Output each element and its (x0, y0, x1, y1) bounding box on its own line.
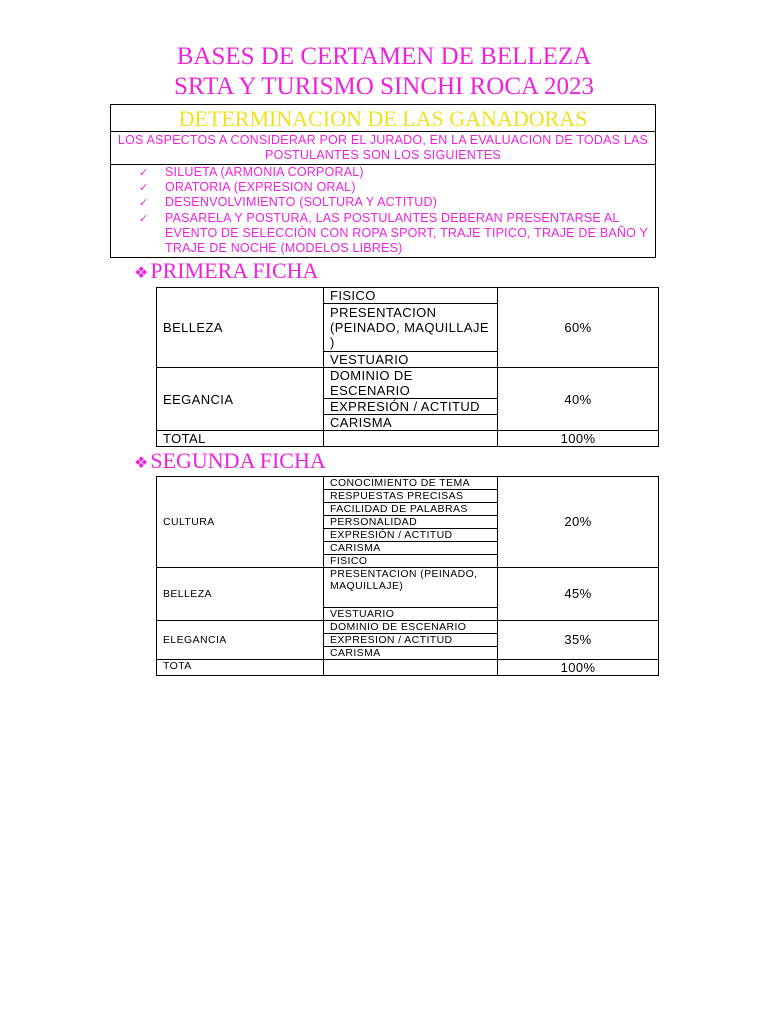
item-cell: PERSONALIDAD (324, 516, 498, 529)
criteria-text: ORATORIA (EXPRESION ORAL) (165, 180, 356, 195)
total-label-cell: TOTA (157, 660, 324, 676)
item-cell: FISICO (324, 288, 498, 304)
percent-cell: 35% (498, 621, 659, 660)
criteria-item (137, 195, 652, 210)
percent-cell: 45% (498, 568, 659, 621)
table-row (157, 660, 659, 676)
percent-cell: 20% (498, 477, 659, 568)
section-segunda-ficha (134, 448, 326, 476)
section-primera-ficha (134, 258, 318, 286)
item-cell: DOMINIO DE ESCENARIO (324, 368, 498, 399)
empty-cell (324, 660, 498, 676)
category-cell: EEGANCIA (157, 368, 324, 431)
check-icon: ✓ (139, 166, 149, 179)
total-label-cell: TOTAL (157, 431, 324, 447)
primera-ficha-table (156, 287, 659, 447)
check-icon: ✓ (139, 196, 149, 210)
item-cell: FACILIDAD DE PALABRAS (324, 503, 498, 516)
item-cell: VESTUARIO (324, 352, 498, 368)
item-cell: EXPRESIÓN / ACTITUD (324, 529, 498, 542)
criteria-box (110, 164, 656, 258)
item-cell: PRESENTACION (PEINADO, MAQUILLAJE) (324, 568, 498, 608)
table-row (157, 621, 659, 634)
item-cell: CARISMA (324, 415, 498, 431)
intro-text: LOS ASPECTOS A CONSIDERAR POR EL JURADO, EN LA EVALUACION DE TODAS LAS POSTULANTES SON LOS SIGUIENTES (117, 133, 649, 162)
title-line-2: SRTA Y TURISMO SINCHI ROCA 2023 (174, 73, 594, 100)
criteria-list (137, 165, 652, 256)
header-box (110, 104, 656, 132)
item-cell: EXPRESION / ACTITUD (324, 634, 498, 647)
diamond-bullet-icon: ❖ (134, 263, 149, 282)
total-percent-cell: 100% (498, 431, 659, 447)
criteria-item (137, 165, 652, 180)
diamond-bullet-icon: ❖ (134, 453, 149, 472)
check-icon: ✓ (139, 211, 149, 225)
item-cell: FISICO (324, 555, 498, 568)
category-cell: ELEGANCIA (157, 621, 324, 660)
section-title: SEGUNDA FICHA (150, 448, 326, 473)
criteria-text: SILUETA (ARMONIA CORPORAL) (165, 165, 364, 179)
item-cell: EXPRESIÓN / ACTITUD (324, 399, 498, 415)
percent-cell: 40% (498, 368, 659, 431)
item-cell: VESTUARIO (324, 608, 498, 621)
category-cell: BELLEZA (157, 288, 324, 368)
criteria-text: PASARELA Y POSTURA, LAS POSTULANTES DEBERAN PRESENTARSE AL EVENTO DE SELECCIÒN CON ROPA SPORT, TRAJE TIPICO, TRAJE DE BAÑO Y TRAJE DE NOCHE (MODELOS LIBRES) (165, 210, 648, 256)
item-cell: DOMINIO DE ESCENARIO (324, 621, 498, 634)
header-text: DETERMINACION DE LAS GANADORAS (178, 106, 588, 131)
item-cell: CARISMA (324, 647, 498, 660)
intro-box (110, 131, 656, 165)
total-percent-cell: 100% (498, 660, 659, 676)
category-cell: BELLEZA (157, 568, 324, 621)
segunda-ficha-table (156, 476, 659, 676)
item-cell: CARISMA (324, 542, 498, 555)
table-row (157, 431, 659, 447)
table-row (157, 368, 659, 399)
table-row (157, 477, 659, 490)
criteria-item (137, 211, 652, 257)
empty-cell (324, 431, 498, 447)
table-row (157, 288, 659, 304)
check-icon: ✓ (139, 181, 149, 195)
percent-cell: 60% (498, 288, 659, 368)
section-title: PRIMERA FICHA (150, 258, 319, 283)
table-row (157, 568, 659, 608)
criteria-item (137, 180, 652, 195)
item-cell: PRESENTACION (PEINADO, MAQUILLAJE ) (324, 304, 498, 352)
category-cell: CULTURA (157, 477, 324, 568)
title-line-1: BASES DE CERTAMEN DE BELLEZA (176, 43, 592, 70)
criteria-text: DESENVOLVIMIENTO (SOLTURA Y ACTITUD) (165, 195, 438, 210)
item-cell: CONOCIMIENTO DE TEMA (324, 477, 498, 490)
item-cell: RESPUESTAS PRECISAS (324, 490, 498, 503)
